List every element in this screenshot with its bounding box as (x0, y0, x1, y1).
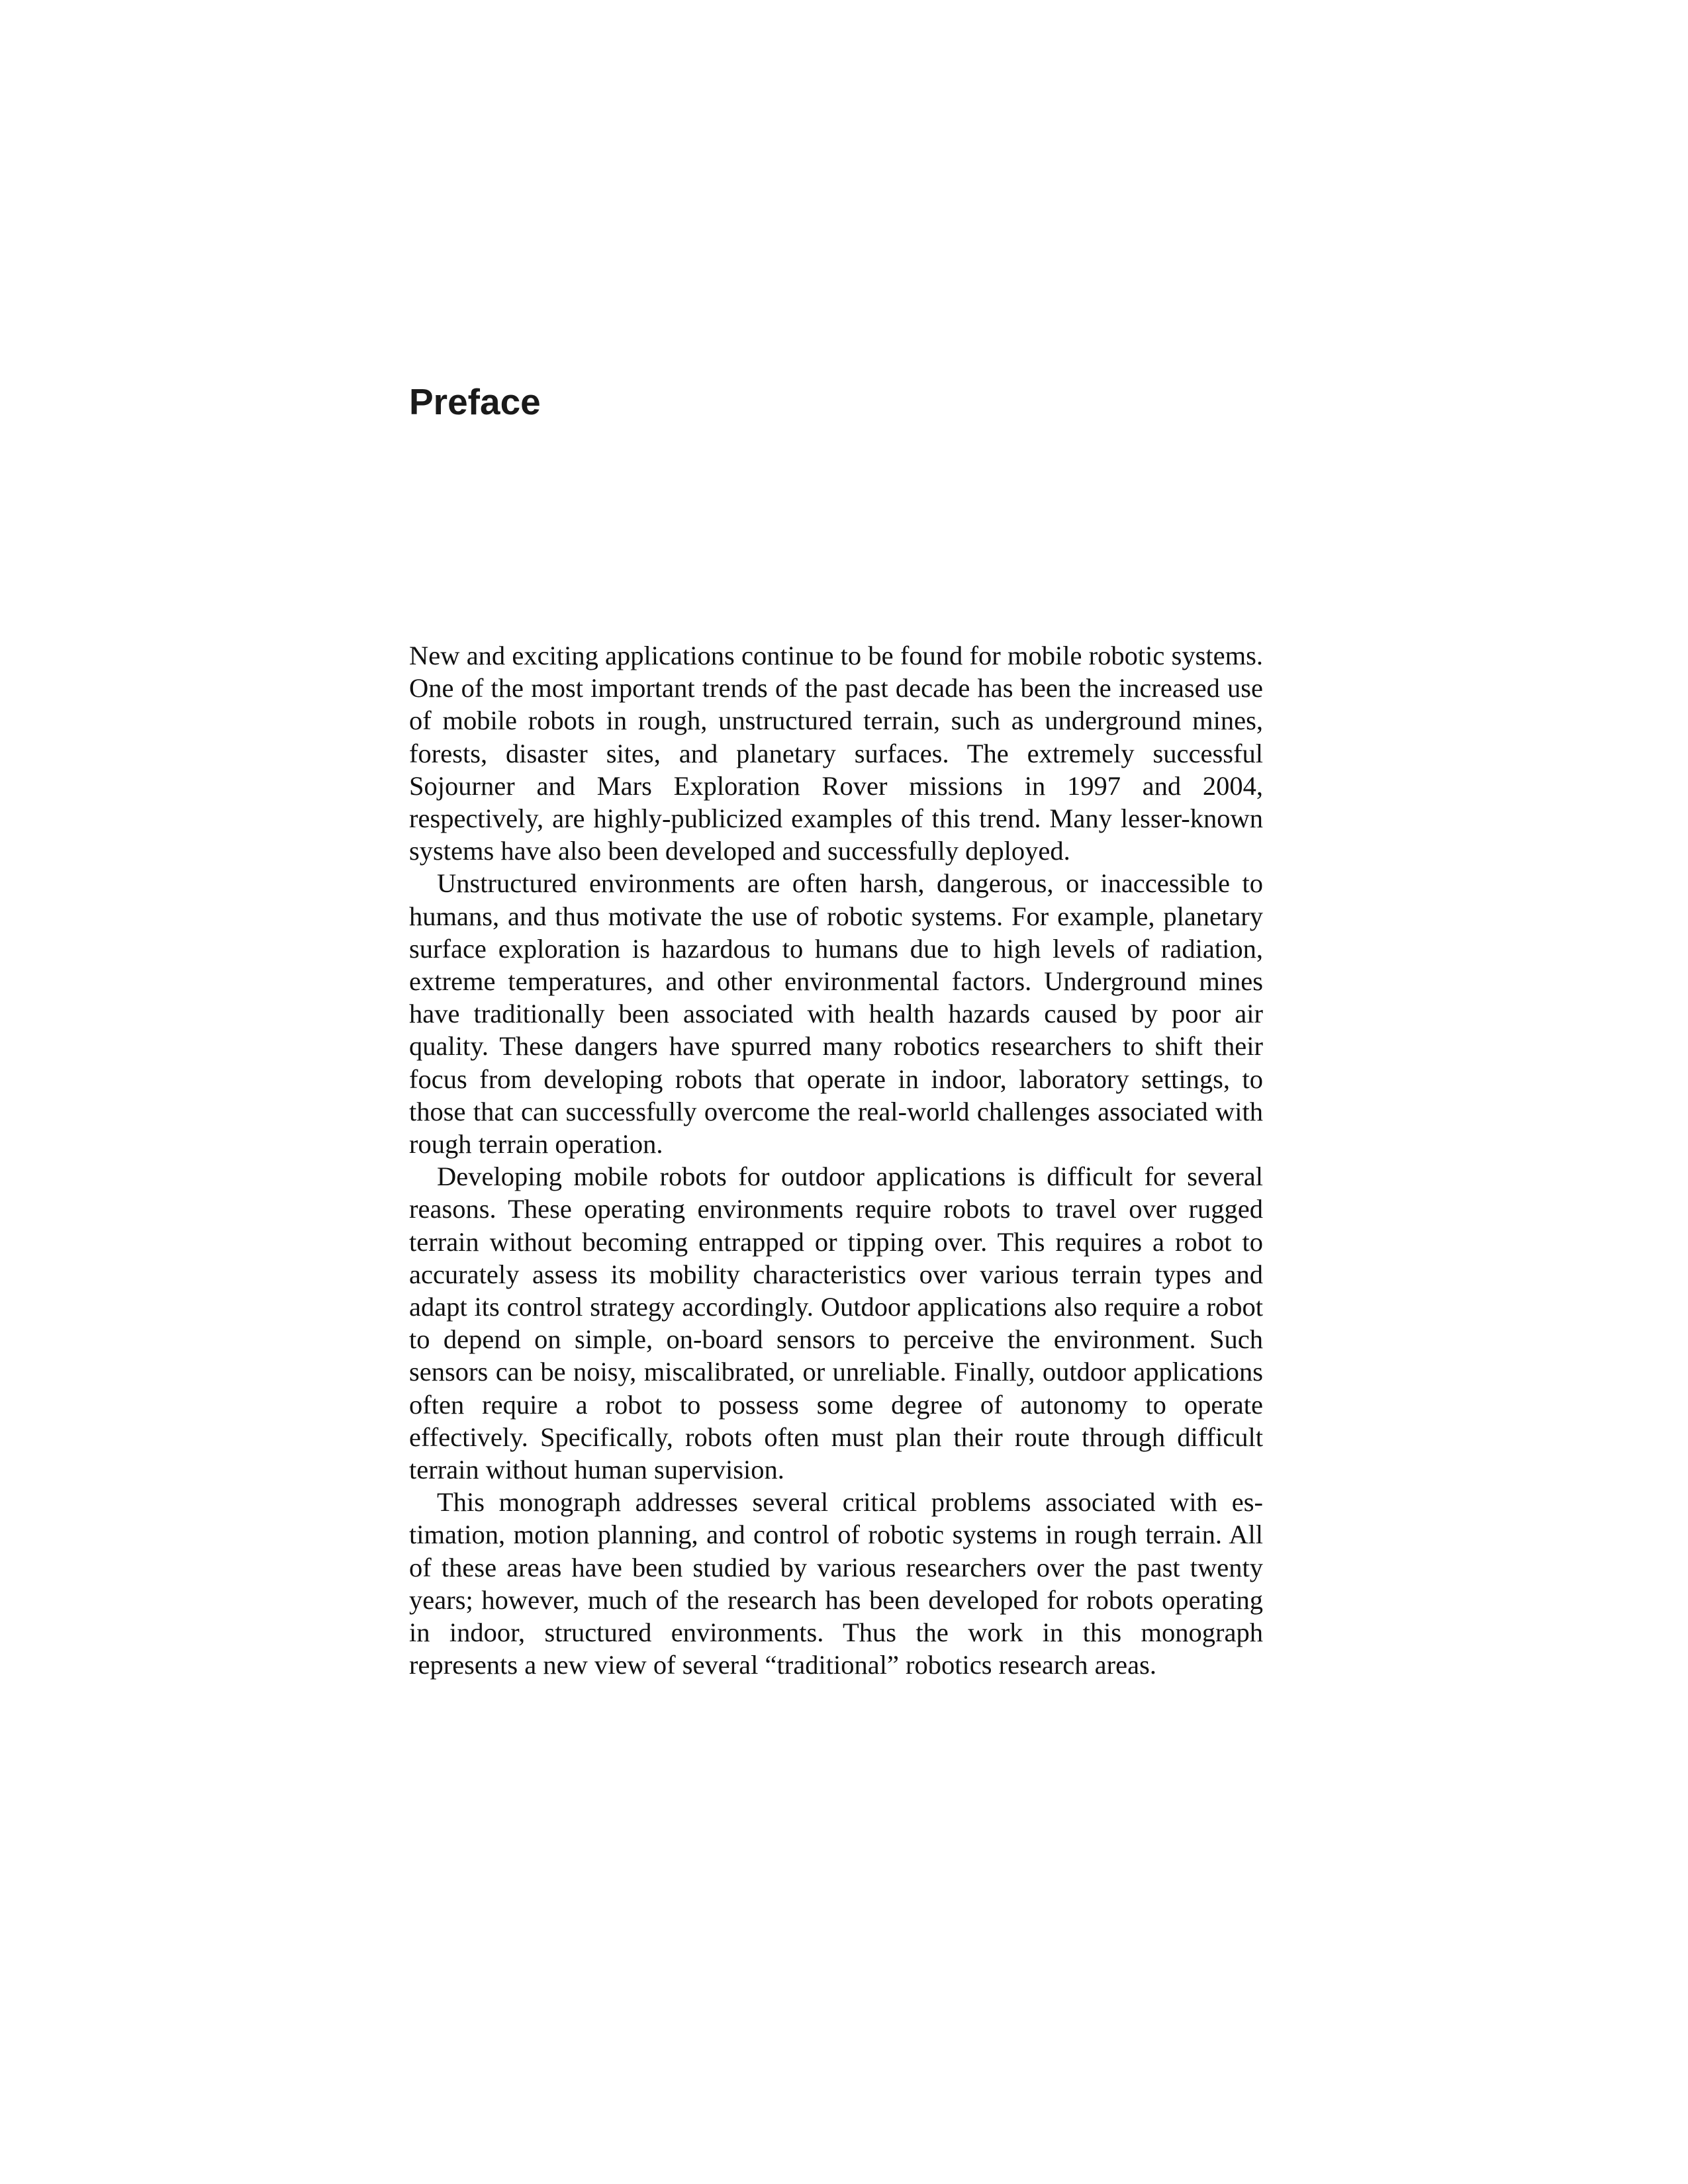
paragraph: This monograph addresses several critical problems associated with estimation, motion planning, and control of robotic systems in rough terrain. All of these areas have been studied by various researchers over the past twenty years; however, much of the research has been developed for robots operating in indoor, structured environments. Thus the work in this monograph represents a new view of several “traditional” robotics research areas. (409, 1487, 1263, 1680)
paragraph: Developing mobile robots for outdoor applications is difficult for several reasons. These operating environments require robots to travel over rugged terrain without becoming entrapped or tipping over. This requires a robot to accurately assess its mobility characteristics over various terrain types and adapt its control strategy accordingly. Outdoor applications also require a robot to depend on simple, on-board sensors to perceive the environment. Such sensors can be noisy, miscalibrated, or unreliable. Finally, outdoor applications often require a robot to possess some degree of autonomy to operate effectively. Specifically, robots often must plan their route through difficult terrain without human supervision. (409, 1161, 1263, 1485)
chapter-title: Preface (409, 381, 541, 422)
preface-body (409, 639, 1263, 1682)
paragraph: Unstructured environments are often harsh, dangerous, or inaccessible to humans, and thus motivate the use of robotic systems. For example, planetary surface exploration is hazardous to humans due to high levels of radiation, extreme temperatures, and other environmental factors. Underground mines have traditionally been associated with health hazards caused by poor air quality. These dangers have spurred many robotics researchers to shift their focus from developing robots that operate in indoor, laboratory settings, to those that can successfully overcome the real-world challenges associated with rough terrain operation. (409, 868, 1263, 1160)
paragraph: New and exciting applications continue to be found for mobile robotic systems. One of the most important trends of the past decade has been the increased use of mobile robots in rough, unstructured terrain, such as underground mines, forests, disaster sites, and planetary surfaces. The extremely successful Sojourner and Mars Exploration Rover missions in 1997 and 2004, respectively, are highly-publicized examples of this trend. Many lesser-known systems have also been developed and successfully deployed. (409, 641, 1263, 866)
